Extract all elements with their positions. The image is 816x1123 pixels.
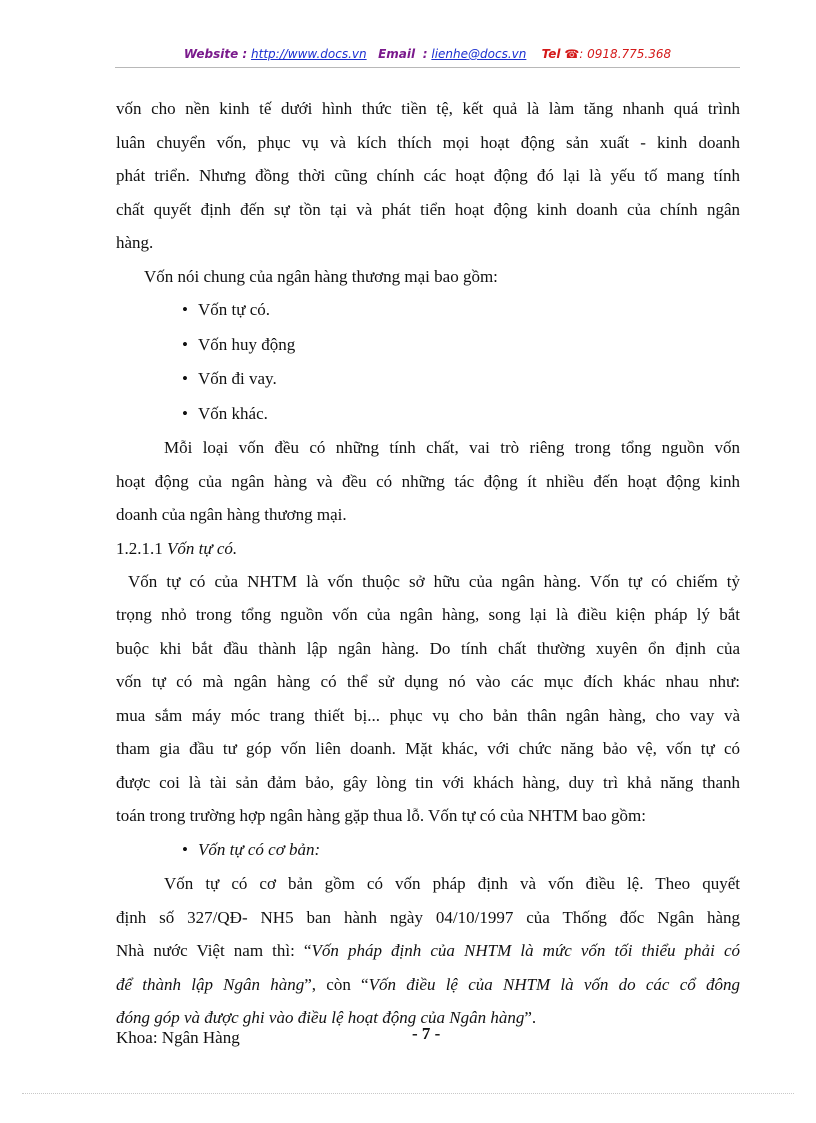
paragraph-line: Nhà nước Việt nam thì: “Vốn pháp định của NHTM là mức vốn tối thiểu phải có — [116, 941, 740, 960]
section-title: Vốn tự có. — [167, 538, 238, 558]
bullet-icon: • — [182, 334, 188, 354]
email-separator: : — [422, 47, 428, 61]
bullet-icon: • — [182, 403, 188, 423]
paragraph-line: luân chuyển vốn, phục vụ và kích thích mọi hoạt động sản xuất - kinh doanh — [116, 132, 740, 152]
paragraph-line: phát triển. Nhưng đồng thời cũng chính các hoạt động đó lại là yếu tố mang tính — [116, 166, 740, 185]
footer-divider — [22, 1093, 794, 1094]
paragraph-line: được coi là tài sản đảm bảo, gây lòng tin với khách hàng, duy trì khả năng thanh — [116, 772, 740, 792]
paragraph-line: Vốn tự có của NHTM là vốn thuộc sở hữu của ngân hàng. Vốn tự có chiếm tỷ — [128, 571, 740, 591]
bullet-icon: • — [182, 300, 188, 319]
page-header — [115, 47, 740, 61]
paragraph-line: Mỗi loại vốn đều có những tính chất, vai trò riêng trong tổng nguồn vốn — [164, 438, 740, 457]
paragraph-line: vốn tự có mà ngân hàng có thể sử dụng nó vào các mục đích khác nhau như: — [116, 672, 740, 691]
paragraph-line: buộc khi bắt đầu thành lập ngân hàng. Do tính chất thường xuyên ổn định của — [116, 638, 740, 658]
paragraph-line: để thành lập Ngân hàng”, còn “Vốn điều lệ của NHTM là vốn do các cổ đông — [116, 974, 740, 994]
tel-label: Tel — [541, 47, 561, 61]
paragraph-line: Vốn tự có cơ bản gồm có vốn pháp định và vốn điều lệ. Theo quyết — [164, 874, 740, 893]
list-item: • Vốn huy động — [116, 328, 740, 363]
paragraph-line: trọng nhỏ trong tổng nguồn vốn của ngân hàng, song lại là điều kiện pháp lý bắt — [116, 605, 740, 624]
paragraph-line: doanh của ngân hàng thương mại. — [116, 505, 347, 524]
paragraph-line: định số 327/QĐ- NH5 ban hành ngày 04/10/1997 của Thống đốc Ngân hàng — [116, 907, 740, 927]
paragraph-line: đóng góp và được ghi vào điều lệ hoạt động của Ngân hàng”. — [116, 1008, 537, 1027]
page-number: - 7 - — [412, 1024, 441, 1043]
list-item: • Vốn khác. — [116, 397, 740, 432]
page-content — [116, 92, 740, 1035]
website-label: Website : — [183, 47, 248, 61]
paragraph-line: toán trong trường hợp ngân hàng gặp thua lỗ. Vốn tự có của NHTM bao gồm: — [116, 806, 646, 825]
section-number: 1.2.1.1 — [116, 538, 163, 558]
website-link[interactable]: http://www.docs.vn — [251, 47, 367, 61]
paragraph-line: chất quyết định đến sự tồn tại và phát tiển hoạt động kinh doanh của chính ngân — [116, 199, 740, 219]
section-heading — [116, 532, 740, 565]
list-item: • Vốn đi vay. — [116, 362, 740, 397]
paragraph-line: mua sắm máy móc trang thiết bị... phục vụ cho bản thân ngân hàng, cho vay và — [116, 705, 740, 725]
paragraph-line: hàng. — [116, 233, 154, 252]
paragraph-line: Vốn nói chung của ngân hàng thương mại bao gồm: — [144, 266, 498, 286]
paragraph-line: hoạt động của ngân hàng và đều có những tác động ít nhiều đến hoạt động kinh — [116, 471, 740, 491]
bullet-icon: • — [182, 839, 188, 859]
paragraph-line: vốn cho nền kinh tế dưới hình thức tiền tệ, kết quả là làm tăng nhanh quá trình — [116, 99, 740, 118]
bullet-icon: • — [182, 369, 188, 388]
list-item: • Vốn tự có cơ bản: — [116, 833, 740, 868]
paragraph-line: tham gia đầu tư góp vốn liên doanh. Mặt khác, với chức năng bảo vệ, vốn tự có — [116, 739, 740, 758]
email-label: Email — [378, 47, 416, 61]
tel-value: ☎: 0918.775.368 — [564, 47, 672, 61]
email-link[interactable]: lienhe@docs.vn — [431, 47, 527, 61]
list-item: • Vốn tự có. — [116, 293, 740, 328]
header-divider — [115, 67, 740, 68]
footer-department: Khoa: Ngân Hàng — [116, 1028, 240, 1047]
